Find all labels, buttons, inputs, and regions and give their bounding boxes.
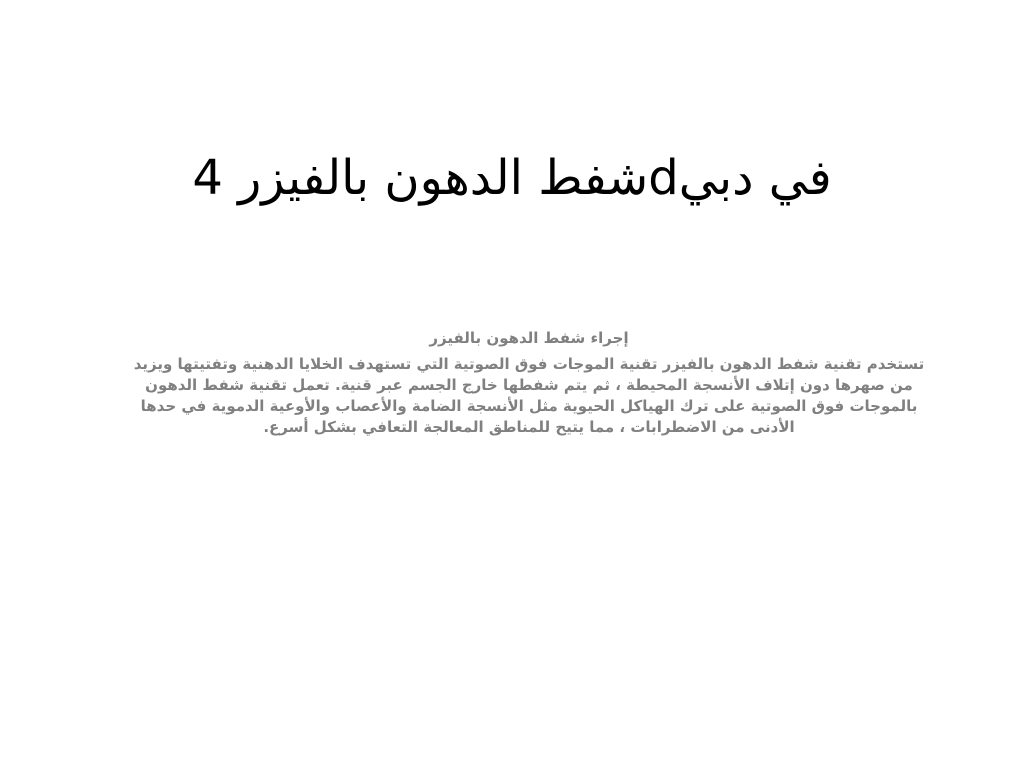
slide-paragraph: تستخدم تقنية شفط الدهون بالفيزر تقنية الموجات فوق الصوتية التي تستهدف الخلايا الدهنية وتفتيتها ويزيد من صهرها دون إتلاف الأنسجة المحيطة ، ثم يتم شفطها خارج الجسم عبر قنية. تعمل تقنية شفط الدهون بالموجات فوق الصوتية على ترك الهياكل الحيوية مثل الأنسجة الضامة والأعصاب والأوعية الدموية في حدها الأدنى من الاضطرابات ، مما يتيح للمناطق المعالجة التعافي بشكل أسرع.	[133, 355, 925, 436]
slide-subheading: إجراء شفط الدهون بالفيزر	[429, 329, 629, 347]
slide-title: في دبيdشفط الدهون بالفيزر 4	[192, 150, 832, 206]
slide-body	[124, 326, 934, 438]
